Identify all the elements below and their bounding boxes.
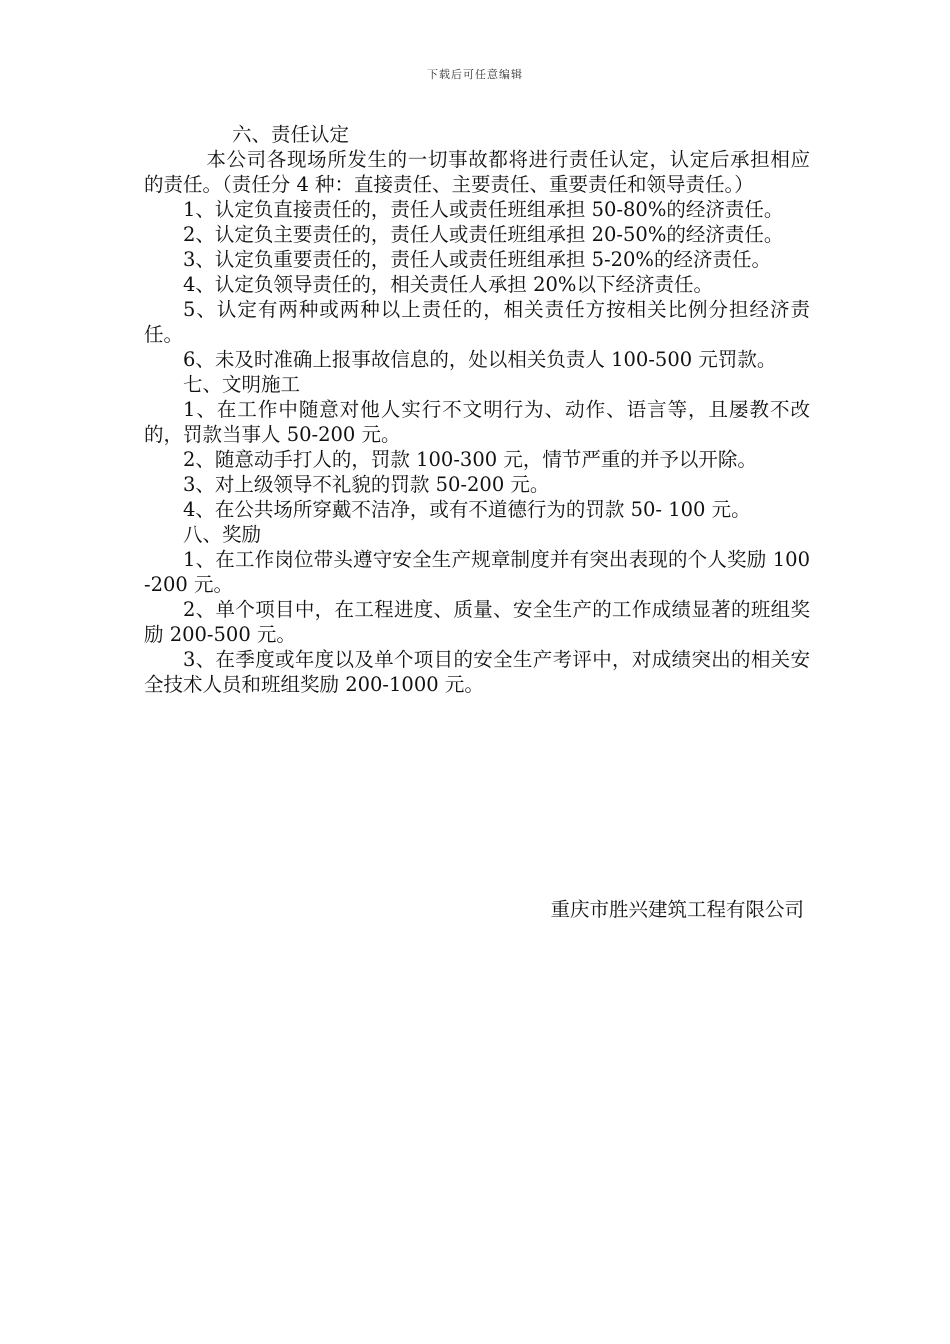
list-item: 3、认定负重要责任的，责任人或责任班组承担 5-20%的经济责任。 <box>183 248 771 271</box>
company-signature: 重庆市胜兴建筑工程有限公司 <box>550 898 804 921</box>
document-body <box>144 122 810 697</box>
section-heading-rewards: 八、奖励 <box>183 523 262 546</box>
section-heading-responsibility: 六、责任认定 <box>232 123 350 146</box>
list-item: 4、认定负领导责任的，相关责任人承担 20%以下经济责任。 <box>183 273 713 296</box>
list-item: 3、对上级领导不礼貌的罚款 50-200 元。 <box>183 473 550 496</box>
list-item: 5、认定有两种或两种以上责任的，相关责任方按相关比例分担经济责任。 <box>144 298 810 346</box>
section-intro-paragraph: 本公司各现场所发生的一切事故都将进行责任认定，认定后承担相应的责任。（责任分 4 种：直接责任、主要责任、重要责任和领导责任。） <box>144 148 810 196</box>
list-item: 3、在季度或年度以及单个项目的安全生产考评中，对成绩突出的相关安全技术人员和班组奖励 200-1000 元。 <box>144 648 810 696</box>
list-item: 1、在工作岗位带头遵守安全生产规章制度并有突出表现的个人奖励 100-200 元。 <box>144 548 810 596</box>
list-item: 6、未及时准确上报事故信息的，处以相关负责人 100-500 元罚款。 <box>183 348 777 371</box>
page-header-note: 下载后可任意编辑 <box>427 68 523 81</box>
list-item: 4、在公共场所穿戴不洁净，或有不道德行为的罚款 50- 100 元。 <box>183 498 751 521</box>
list-item: 1、认定负直接责任的，责任人或责任班组承担 50-80%的经济责任。 <box>183 198 784 221</box>
list-item: 2、单个项目中，在工程进度、质量、安全生产的工作成绩显著的班组奖励 200-500 元。 <box>144 598 810 646</box>
list-item: 2、认定负主要责任的，责任人或责任班组承担 20-50%的经济责任。 <box>183 223 784 246</box>
list-item: 1、在工作中随意对他人实行不文明行为、动作、语言等，且屡教不改的，罚款当事人 50-200 元。 <box>144 398 810 446</box>
list-item: 2、随意动手打人的，罚款 100-300 元，情节严重的并予以开除。 <box>183 448 757 471</box>
section-heading-civilized-construction: 七、文明施工 <box>183 373 301 396</box>
